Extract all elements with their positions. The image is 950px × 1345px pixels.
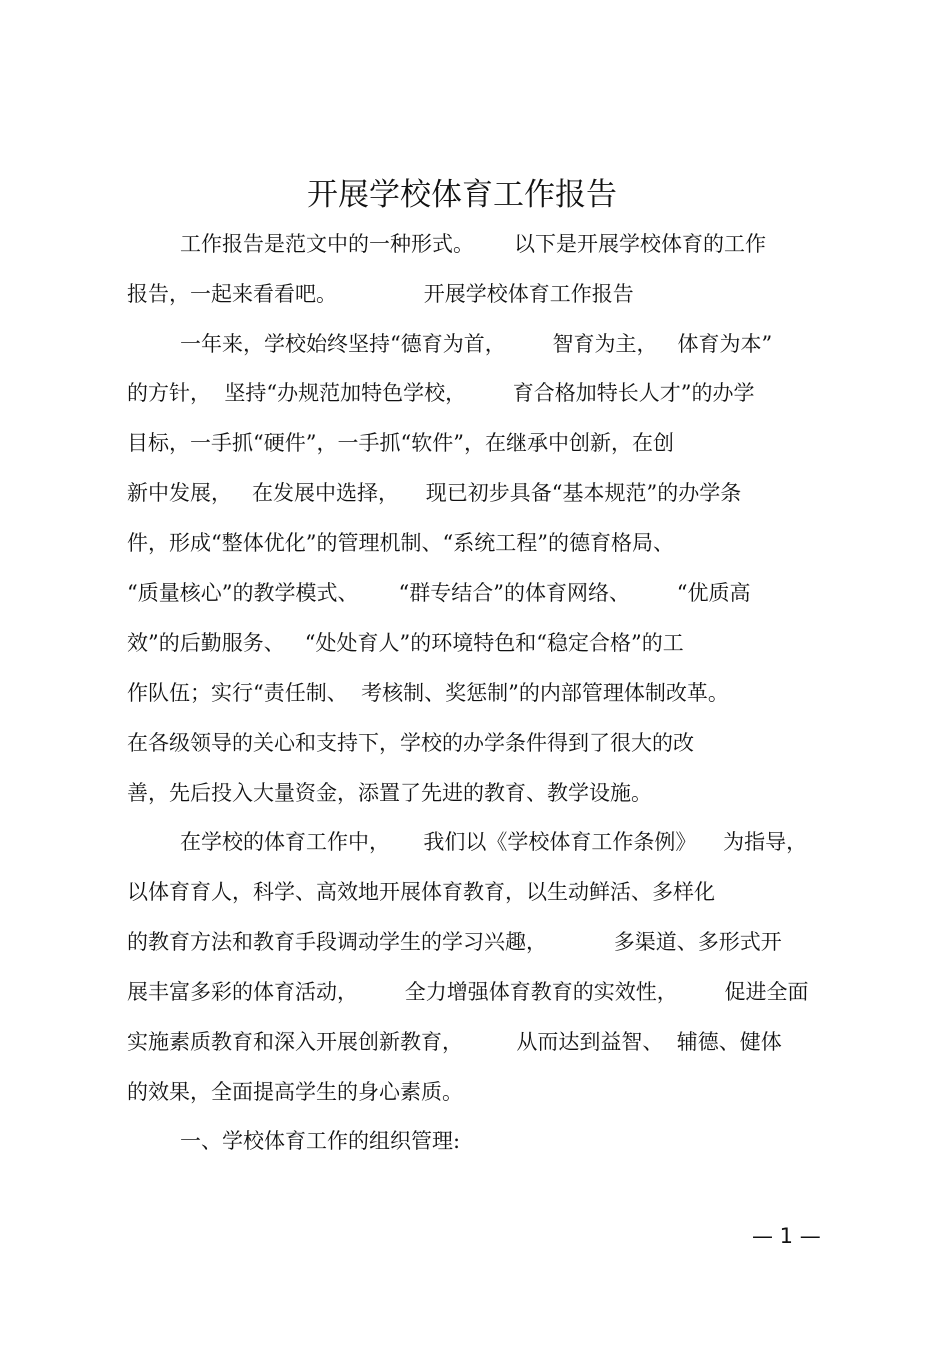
paragraph-line: 以体育育人，科学、高效地开展体育教育，以生动鲜活、多样化 — [127, 880, 715, 904]
document-title: 开展学校体育工作报告 — [307, 177, 617, 213]
paragraph-line: 的方针， 坚持“办规范加特色学校， 育合格加特长人才”的办学 — [127, 381, 755, 405]
section-heading: 一、学校体育工作的组织管理: — [180, 1129, 461, 1153]
paragraph-line: 报告，一起来看看吧。 开展学校体育工作报告 — [127, 282, 634, 306]
paragraph-line: 件，形成“整体优化”的管理机制、“系统工程”的德育格局、 — [127, 531, 674, 555]
paragraph-line: 的效果，全面提高学生的身心素质。 — [127, 1080, 463, 1104]
page-number: — 1 — — [752, 1224, 821, 1248]
paragraph-line: 作队伍；实行“责任制、 考核制、奖惩制”的内部管理体制改革。 — [127, 681, 729, 705]
paragraph-line: 一年来，学校始终坚持“德育为首， 智育为主， 体育为本” — [180, 332, 773, 356]
paragraph-line: 善，先后投入大量资金，添置了先进的教育、教学设施。 — [127, 781, 652, 805]
paragraph-line: “质量核心”的教学模式、 “群专结合”的体育网络、 “优质高 — [127, 581, 751, 605]
paragraph-line: 效”的后勤服务、 “处处育人”的环境特色和“稳定合格”的工 — [127, 631, 684, 655]
paragraph-line: 在学校的体育工作中， 我们以《学校体育工作条例》 为指导， — [180, 830, 808, 854]
paragraph-line: 在各级领导的关心和支持下，学校的办学条件得到了很大的改 — [127, 731, 694, 755]
paragraph-line: 的教育方法和教育手段调动学生的学习兴趣， 多渠道、多形式开 — [127, 930, 782, 954]
paragraph-line: 新中发展， 在发展中选择， 现已初步具备“基本规范”的办学条 — [127, 481, 742, 505]
paragraph-line: 实施素质教育和深入开展创新教育， 从而达到益智、 辅德、健体 — [127, 1030, 782, 1054]
paragraph-line: 工作报告是范文中的一种形式。 以下是开展学校体育的工作 — [180, 232, 767, 256]
paragraph-line: 展丰富多彩的体育活动， 全力增强体育教育的实效性， 促进全面 — [127, 980, 809, 1004]
paragraph-line: 目标，一手抓“硬件”，一手抓“软件”，在继承中创新，在创 — [127, 431, 674, 455]
